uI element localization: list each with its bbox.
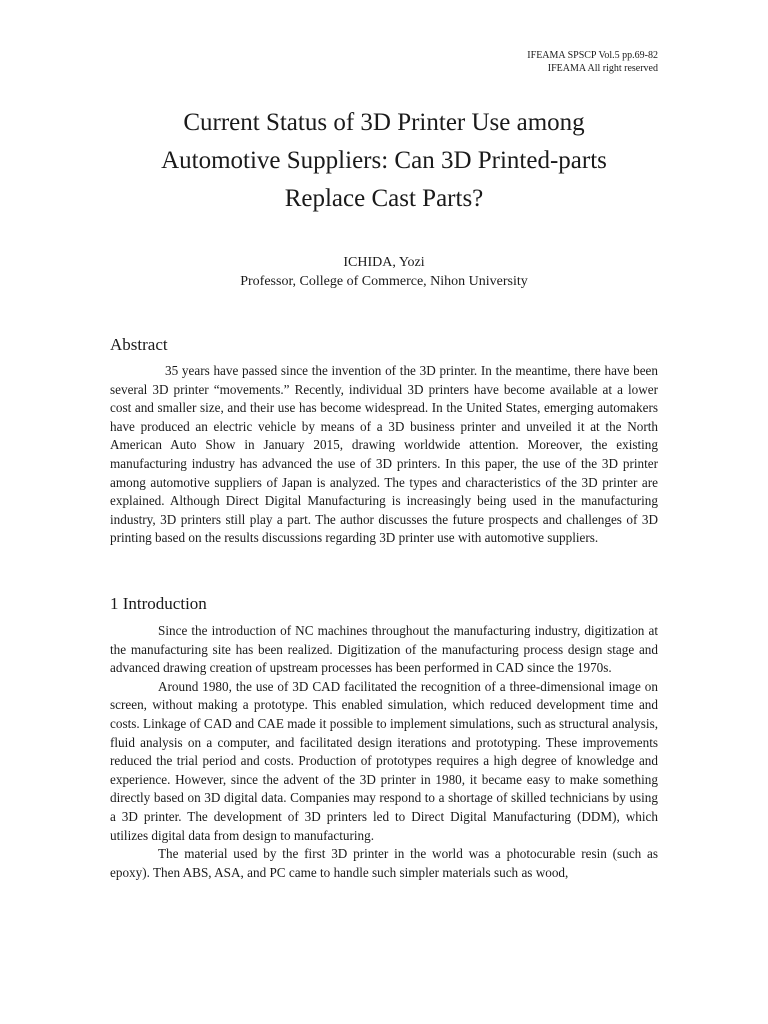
introduction-paragraph-2: Around 1980, the use of 3D CAD facilitated the recognition of a three-dimensional image on screen, without making a prototype. This enabled simulation, which reduced development time and costs. Linkage of CAD and CAE made it possible to implement simulations, such as structural analysis, fluid analysis on a computer, and facilitated design iterations and prototyping. These improvements reduced the trial period and costs. Production of prototypes requires a high degree of knowledge and experience. However, since the advent of the 3D printer in 1980, it became easy to make something directly based on 3D digital data. Companies may respond to a shortage of skilled technicians by using a 3D printer. The development of 3D printers led to Direct Digital Manufacturing (DDM), which utilizes digital data from design to manufacturing. <box>110 678 658 843</box>
abstract-body <box>110 362 658 548</box>
author-block <box>110 253 658 291</box>
introduction-paragraph-3: The material used by the first 3D printer in the world was a photocurable resin (such as epoxy). Then ABS, ASA, and PC came to handle such simpler materials such as wood, <box>110 846 658 880</box>
abstract-paragraph: 35 years have passed since the invention of the 3D printer. In the meantime, there have been several 3D printer “movements.” Recently, individual 3D printers have become available at a lower cost and smaller size, and their use has become widespread. In the United States, emerging automakers have produced an electric vehicle by means of a 3D business printer and unveiled it at the North American Auto Show in January 2015, drawing worldwide attention. Moreover, the existing manufacturing industry has advanced the use of 3D printers. In this paper, the use of the 3D printer among automotive suppliers of Japan is analyzed. The types and characteristics of the 3D printer are explained. Although Direct Digital Manufacturing is increasingly being used in the manufacturing industry, 3D printers still play a part. The author discusses the future prospects and challenges of 3D printing based on the results discussions regarding 3D printer use with automotive suppliers. <box>110 363 658 546</box>
author-affiliation: Professor, College of Commerce, Nihon University <box>240 274 528 289</box>
introduction-heading: 1 Introduction <box>110 594 207 613</box>
journal-reference <box>527 49 658 75</box>
introduction-body <box>110 622 658 882</box>
abstract-heading: Abstract <box>110 335 168 354</box>
journal-reference-volume: IFEAMA SPSCP Vol.5 pp.69-82 <box>527 50 658 61</box>
paper-title-line-3: Replace Cast Parts? <box>284 185 484 212</box>
paper-title-line-1: Current Status of 3D Printer Use among <box>183 109 585 136</box>
paper-title <box>110 104 658 218</box>
paper-title-line-2: Automotive Suppliers: Can 3D Printed-parts <box>161 147 607 174</box>
introduction-paragraph-1: Since the introduction of NC machines throughout the manufacturing industry, digitization at the manufacturing site has been realized. Digitization of the manufacturing process design stage and advanced drawing creation of upstream processes has been performed in CAD since the 1970s. <box>110 623 658 676</box>
journal-reference-rights: IFEAMA All right reserved <box>547 63 658 74</box>
author-name: ICHIDA, Yozi <box>343 255 425 270</box>
